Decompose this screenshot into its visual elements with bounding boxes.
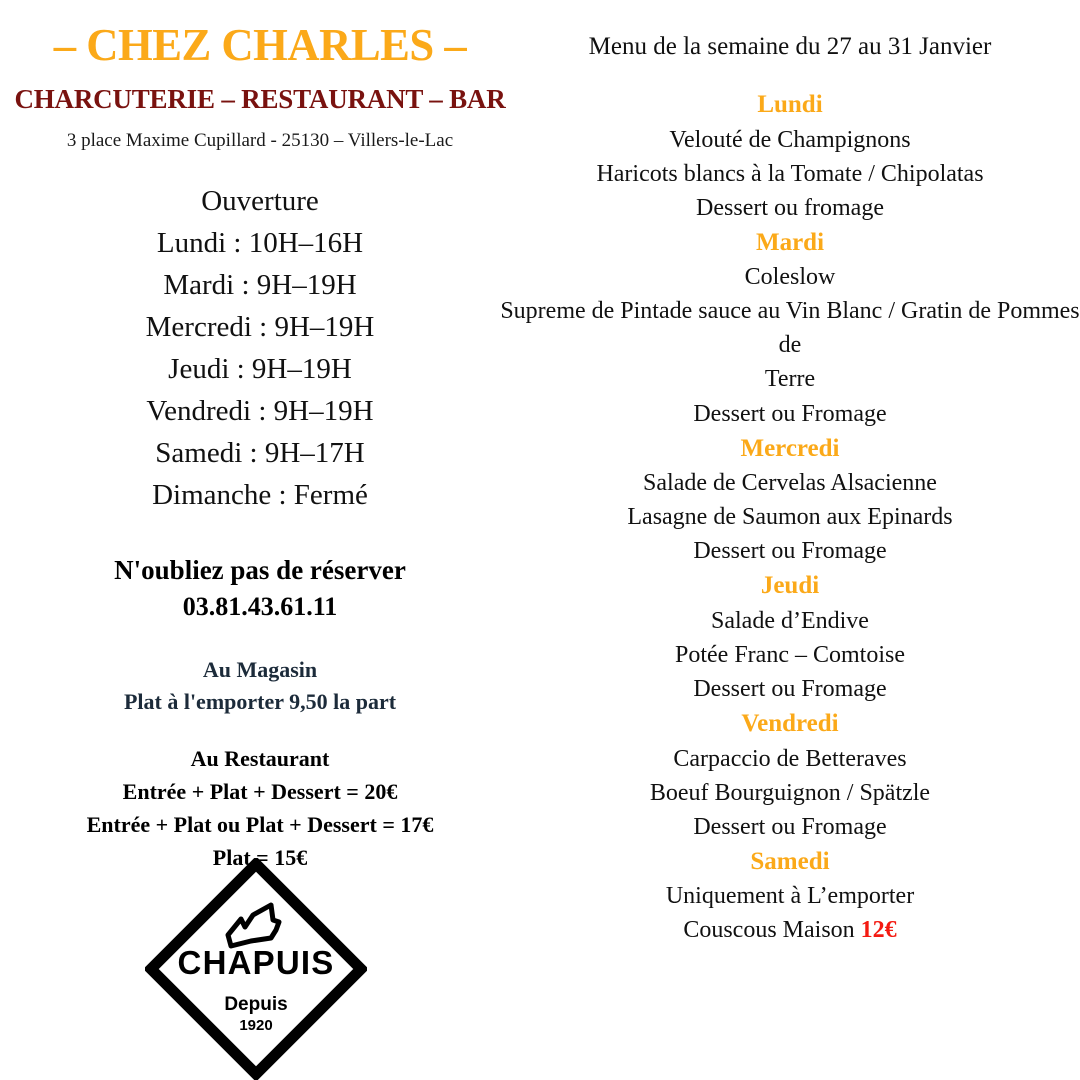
day-name-mercredi: Mercredi	[740, 434, 840, 462]
shop-offer-title: Au Magasin	[202, 656, 318, 682]
left-column	[0, 0, 520, 1080]
day-item: Dessert ou fromage	[696, 194, 884, 221]
day-item: Dessert ou Fromage	[693, 400, 887, 427]
day-item: Salade d’Endive	[711, 607, 869, 634]
weekly-menu-list	[500, 87, 1080, 947]
logo-since-year: 1920	[239, 1017, 273, 1034]
day-block-mardi	[500, 225, 1080, 431]
day-item-text: Couscous Maison	[683, 917, 861, 944]
day-name-jeudi: Jeudi	[760, 572, 820, 600]
day-item: Boeuf Bourguignon / Spätzle	[649, 779, 931, 806]
right-column	[500, 0, 1080, 1080]
opening-hours-heading: Ouverture	[201, 185, 319, 217]
hours-row-samedi: Samedi : 9H–17H	[155, 437, 365, 470]
brand-address: 3 place Maxime Cupillard - 25130 – Villers-le-Lac	[66, 130, 454, 151]
hours-row-vendredi: Vendredi : 9H–19H	[146, 395, 374, 428]
day-block-vendredi	[500, 706, 1080, 844]
day-name-samedi: Samedi	[750, 847, 830, 875]
reservation-title: N'oubliez pas de réserver	[114, 555, 406, 586]
reservation-block	[0, 552, 520, 624]
logo-wordmark: CHAPUIS	[177, 944, 335, 981]
hours-row-jeudi: Jeudi : 9H–19H	[168, 353, 352, 386]
day-item: Potée Franc – Comtoise	[675, 641, 905, 668]
day-item: Terre	[764, 366, 816, 393]
opening-hours-block	[0, 180, 520, 516]
day-item-with-price	[500, 913, 1080, 947]
brand-subtitle: CHARCUTERIE – RESTAURANT – BAR	[14, 84, 506, 114]
day-name-lundi: Lundi	[757, 91, 823, 118]
restaurant-prices-title: Au Restaurant	[190, 745, 330, 771]
day-item: Dessert ou Fromage	[693, 813, 887, 840]
pig-outline-icon	[228, 905, 279, 946]
day-name-mardi: Mardi	[755, 228, 825, 256]
hours-row-mardi: Mardi : 9H–19H	[163, 269, 357, 302]
logo-since-label: Depuis	[224, 994, 288, 1015]
day-item: Carpaccio de Betteraves	[673, 745, 907, 772]
restaurant-price-formula-main: Plat = 15€	[212, 844, 308, 870]
shop-offer-block	[0, 654, 520, 718]
reservation-phone[interactable]: 03.81.43.61.11	[182, 591, 338, 621]
hours-row-dimanche: Dimanche : Fermé	[152, 479, 368, 512]
day-block-lundi	[500, 87, 1080, 225]
day-item: Salade de Cervelas Alsacienne	[643, 470, 937, 497]
day-item: Lasagne de Saumon aux Epinards	[627, 504, 953, 531]
brand-title: – CHEZ CHARLES –	[53, 19, 467, 70]
week-menu-title: Menu de la semaine du 27 au 31 Janvier	[588, 33, 992, 60]
day-item: Supreme de Pintade sauce au Vin Blanc / Gratin de Pommes de	[500, 298, 1080, 359]
day-item: Dessert ou Fromage	[693, 676, 887, 703]
day-item: Velouté de Champignons	[669, 126, 911, 153]
day-block-mercredi	[500, 431, 1080, 569]
day-block-jeudi	[500, 568, 1080, 706]
shop-offer-line: Plat à l'emporter 9,50 la part	[123, 688, 397, 714]
restaurant-price-formula-two: Entrée + Plat ou Plat + Dessert = 17€	[86, 811, 434, 837]
hours-row-lundi: Lundi : 10H–16H	[156, 227, 364, 260]
chapuis-logo	[145, 858, 367, 1080]
day-item: Haricots blancs à la Tomate / Chipolatas	[596, 160, 984, 187]
hours-row-mercredi: Mercredi : 9H–19H	[145, 311, 375, 344]
day-item: Dessert ou Fromage	[693, 538, 887, 565]
day-name-vendredi: Vendredi	[741, 710, 839, 738]
day-item-price: 12€	[860, 917, 897, 944]
restaurant-prices-block	[0, 742, 520, 874]
day-block-samedi	[500, 844, 1080, 948]
restaurant-price-formula-full: Entrée + Plat + Dessert = 20€	[122, 778, 398, 804]
day-item: Uniquement à L’emporter	[665, 883, 915, 910]
day-item: Coleslow	[744, 264, 836, 291]
